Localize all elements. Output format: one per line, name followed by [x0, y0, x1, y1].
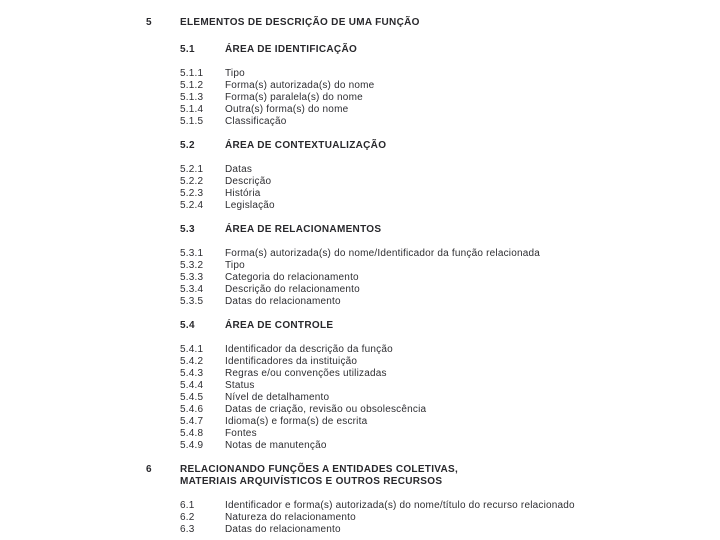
- toc-item-number: 5.1.4: [180, 104, 204, 115]
- toc-item-group: [0, 248, 720, 308]
- toc-subsection-number: 5.2: [180, 140, 195, 151]
- toc-item-label: Legislação: [225, 200, 275, 211]
- toc-item-label: Classificação: [225, 116, 287, 127]
- toc-item: [0, 164, 720, 176]
- toc-item-number: 5.1.2: [180, 80, 204, 91]
- toc-item: [0, 392, 720, 404]
- toc-item: [0, 380, 720, 392]
- toc-item-number: 5.1.3: [180, 92, 204, 103]
- toc-subsection-number: 5.4: [180, 320, 195, 331]
- toc-item: [0, 428, 720, 440]
- toc-subsection-title: ÁREA DE CONTEXTUALIZAÇÃO: [225, 140, 387, 151]
- toc-item: [0, 176, 720, 188]
- toc-section-title-line: RELACIONANDO FUNÇÕES A ENTIDADES COLETIVAS,: [180, 464, 459, 475]
- toc-item-label: Datas: [225, 164, 253, 175]
- toc-item-label: Tipo: [225, 68, 245, 79]
- toc-subsection-heading: [0, 320, 720, 332]
- toc-item: [0, 260, 720, 272]
- toc-item-number: 5.4.7: [180, 416, 204, 427]
- toc-item-label: Categoria do relacionamento: [225, 272, 359, 283]
- toc-item-label: Identificador da descrição da função: [225, 344, 393, 355]
- toc-item-number: 5.2.2: [180, 176, 204, 187]
- toc-item-number: 5.3.2: [180, 260, 204, 271]
- toc-section-title: ELEMENTOS DE DESCRIÇÃO DE UMA FUNÇÃO: [180, 17, 420, 28]
- toc-item: [0, 440, 720, 452]
- toc-item-number: 5.4.6: [180, 404, 204, 415]
- toc-item-group: [0, 344, 720, 452]
- toc-item: [0, 416, 720, 428]
- toc-item-number: 5.2.4: [180, 200, 204, 211]
- toc-section-title: [180, 464, 720, 488]
- toc-item-label: Descrição: [225, 176, 272, 187]
- toc-item-label: Notas de manutenção: [225, 440, 327, 451]
- toc-item-number: 5.4.5: [180, 392, 204, 403]
- toc-item: [0, 248, 720, 260]
- toc-item: [0, 512, 720, 524]
- toc-item: [0, 68, 720, 80]
- toc-item-label: Datas do relacionamento: [225, 296, 341, 307]
- toc-item: [0, 356, 720, 368]
- toc-subsection-title: ÁREA DE IDENTIFICAÇÃO: [225, 44, 358, 55]
- toc-subsection-heading: [0, 140, 720, 152]
- toc-subsection-heading: [0, 44, 720, 56]
- toc-section-heading: [0, 464, 720, 488]
- toc-item-number: 5.4.4: [180, 380, 204, 391]
- toc-item-number: 5.4.2: [180, 356, 204, 367]
- toc-item-number: 5.2.3: [180, 188, 204, 199]
- toc-item-number: 5.4.1: [180, 344, 204, 355]
- toc-item-group: [0, 500, 720, 536]
- toc-item: [0, 200, 720, 212]
- toc-section-heading: [0, 17, 720, 29]
- toc-item: [0, 188, 720, 200]
- toc-item: [0, 344, 720, 356]
- toc-item-number: 5.3.4: [180, 284, 204, 295]
- toc-item-number: 5.1.5: [180, 116, 204, 127]
- toc-item-label: Idioma(s) e forma(s) de escrita: [225, 416, 368, 427]
- toc-item-number: 6.2: [180, 512, 195, 523]
- toc-subsection-number: 5.3: [180, 224, 195, 235]
- toc-item-number: 5.1.1: [180, 68, 204, 79]
- toc-subsection-heading: [0, 224, 720, 236]
- toc-item: [0, 368, 720, 380]
- toc-item-number: 5.3.5: [180, 296, 204, 307]
- toc-item-label: Status: [225, 380, 255, 391]
- toc-item: [0, 524, 720, 536]
- toc-item-number: 6.3: [180, 524, 195, 535]
- toc-item-label: Datas de criação, revisão ou obsolescência: [225, 404, 427, 415]
- toc-item: [0, 272, 720, 284]
- toc-subsection-number: 5.1: [180, 44, 195, 55]
- toc-item-number: 6.1: [180, 500, 195, 511]
- toc-item-label: Forma(s) autorizada(s) do nome: [225, 80, 375, 91]
- toc-item-number: 5.3.3: [180, 272, 204, 283]
- toc-item: [0, 80, 720, 92]
- toc-item-number: 5.4.9: [180, 440, 204, 451]
- toc-item-number: 5.3.1: [180, 248, 204, 259]
- toc-item-label: Identificadores da instituição: [225, 356, 358, 367]
- toc-item-label: Identificador e forma(s) autorizada(s) do nome/título do recurso relacionado: [225, 500, 575, 511]
- toc-item: [0, 500, 720, 512]
- toc-section-number: 5: [146, 17, 152, 28]
- toc-item-label: Fontes: [225, 428, 257, 439]
- toc-item: [0, 296, 720, 308]
- toc-item-label: Outra(s) forma(s) do nome: [225, 104, 349, 115]
- toc-item-group: [0, 68, 720, 128]
- toc-item: [0, 404, 720, 416]
- toc-item: [0, 104, 720, 116]
- toc: [0, 17, 720, 536]
- toc-item-number: 5.4.3: [180, 368, 204, 379]
- toc-subsection-title: ÁREA DE CONTROLE: [225, 320, 334, 331]
- toc-item-group: [0, 164, 720, 212]
- toc-item-label: Tipo: [225, 260, 245, 271]
- toc-item-label: Forma(s) paralela(s) do nome: [225, 92, 363, 103]
- toc-item-label: História: [225, 188, 261, 199]
- toc-item-number: 5.4.8: [180, 428, 204, 439]
- toc-item-label: Descrição do relacionamento: [225, 284, 360, 295]
- toc-item: [0, 116, 720, 128]
- toc-item: [0, 92, 720, 104]
- toc-item-label: Datas do relacionamento: [225, 524, 341, 535]
- toc-item: [0, 284, 720, 296]
- toc-item-label: Nível de detalhamento: [225, 392, 330, 403]
- toc-section-title-line: MATERIAIS ARQUIVÍSTICOS E OUTROS RECURSOS: [180, 476, 443, 487]
- toc-item-number: 5.2.1: [180, 164, 204, 175]
- toc-item-label: Natureza do relacionamento: [225, 512, 356, 523]
- toc-section-number: 6: [146, 464, 152, 475]
- toc-subsection-title: ÁREA DE RELACIONAMENTOS: [225, 224, 382, 235]
- toc-item-label: Forma(s) autorizada(s) do nome/Identificador da função relacionada: [225, 248, 541, 259]
- toc-item-label: Regras e/ou convenções utilizadas: [225, 368, 387, 379]
